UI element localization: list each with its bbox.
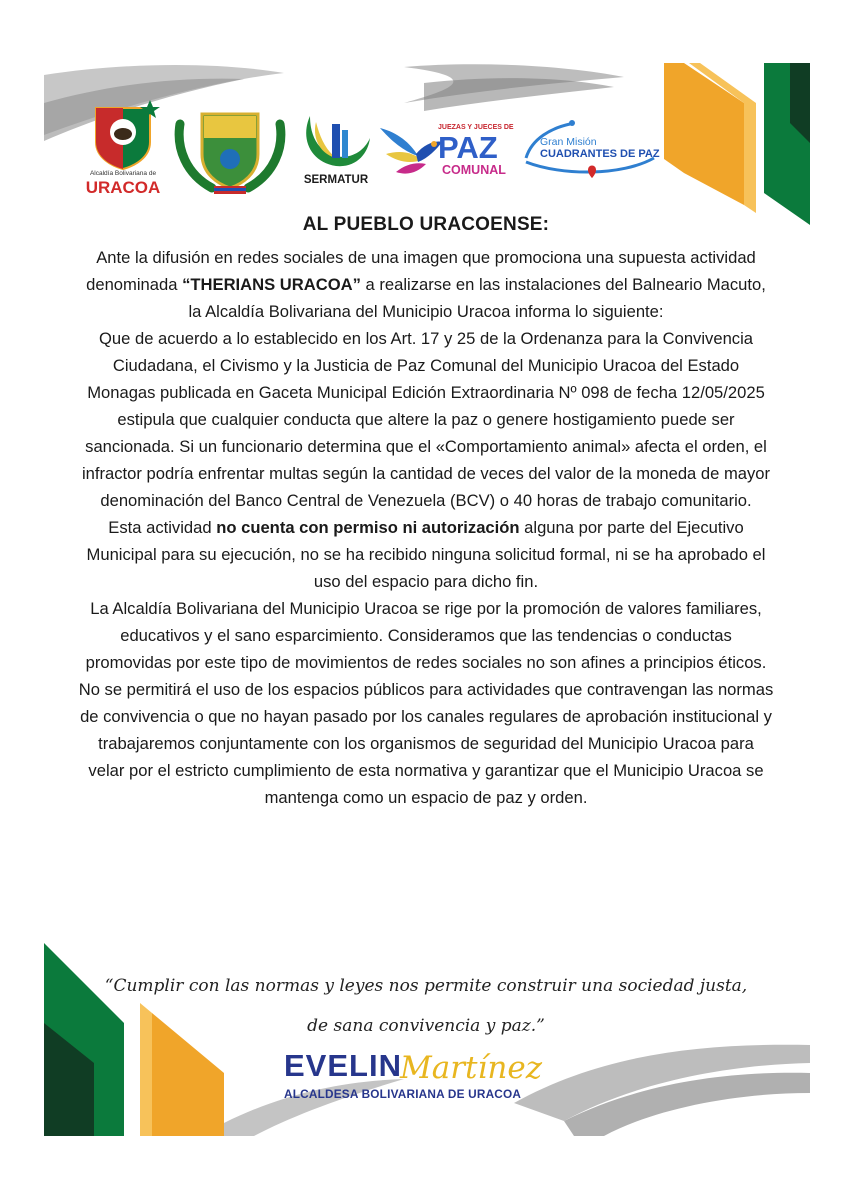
cuadrantes-line1: Gran Misión [540,136,597,148]
top-center-swoosh-dark [424,78,614,111]
paragraph-3: Esta actividad no cuenta con permiso ni autorización alguna por parte del Ejecutivo Municipal para su ejecución, no se ha recibido ninguna solicitud formal, ni se ha aprobado el uso del espacio para dicho fin. [86,518,766,591]
signature-last-name: Martínez [400,1050,543,1086]
document-body [78,244,774,811]
paz-comunal-line1: JUEZAS Y JUECES DE [438,124,514,131]
cuadrantes-de-paz-logo [522,118,662,182]
paragraph-1: Ante la difusión en redes sociales de una imagen que promociona una supuesta actividad denominada “THERIANS URACOA” a realizarse en las instalaciones del Balneario Macuto, la Alcaldía Bolivariana del Municipio Uracoa informa lo siguiente: [86,248,766,321]
paragraph-2: Que de acuerdo a lo establecido en los Art. 17 y 25 de la Ordenanza para la Convivencia Ciudadana, el Civismo y la Justicia de Paz Comunal del Municipio Uracoa del Estado Monagas publicada en Gaceta Municipal Edición Extraordinaria Nº 098 de fecha 12/05/2025 estipula que cualquier conducta que altere la paz o genere hostigamiento puede ser sancionada. Si un funcionario determina que el «Comportamiento animal» afecta el orden, el infractor podría enfrentar multas según la cantidad de veces del valor de la moneda de mayor denominación del Banco Central de Venezuela (BCV) o 40 horas de trabajo comunitario. [81,329,771,510]
orange-stripe-top [664,63,744,205]
sermatur-logo [296,108,376,192]
sermatur-caption: SERMATUR [303,174,369,186]
uracoa-caption-big: URACOA [85,178,161,197]
paz-comunal-line2: PAZ [438,130,498,165]
uracoa-caption-small: Alcaldía Bolivariana de [89,170,157,177]
coat-of-arms-logo [174,104,286,196]
cuadrantes-line2: CUADRANTES DE PAZ [540,148,660,160]
paragraph-4: La Alcaldía Bolivariana del Municipio Uracoa se rige por la promoción de valores familiares, educativos y el sano esparcimiento. Consideramos que las tendencias o conductas promovidas por este tipo de movimientos de redes sociales no son afines a principios éticos. [85,599,767,672]
paz-comunal-logo [376,114,516,194]
paz-comunal-line3: COMUNAL [442,163,506,177]
signature-first-name: EVELIN [284,1048,402,1083]
closing-quote: “Cumplir con las normas y leyes nos permite construir una sociedad justa, de sana convivencia y paz.” [104,976,748,1036]
uracoa-logo [78,98,168,198]
signature-role: ALCALDESA BOLIVARIANA DE URACOA [284,1087,522,1101]
document-title: AL PUEBLO URACOENSE: [302,214,550,235]
paragraph-5: No se permitirá el uso de los espacios públicos para actividades que contravengan las normas de convivencia o que no hayan pasado por los canales regulares de aprobación institucional y trabajaremos conjuntamente con los organismos de seguridad del Municipio Uracoa para velar por el estricto cumplimiento de esta normativa y garantizar que el Municipio Uracoa se mantenga como un espacio de paz y orden. [78,680,774,807]
